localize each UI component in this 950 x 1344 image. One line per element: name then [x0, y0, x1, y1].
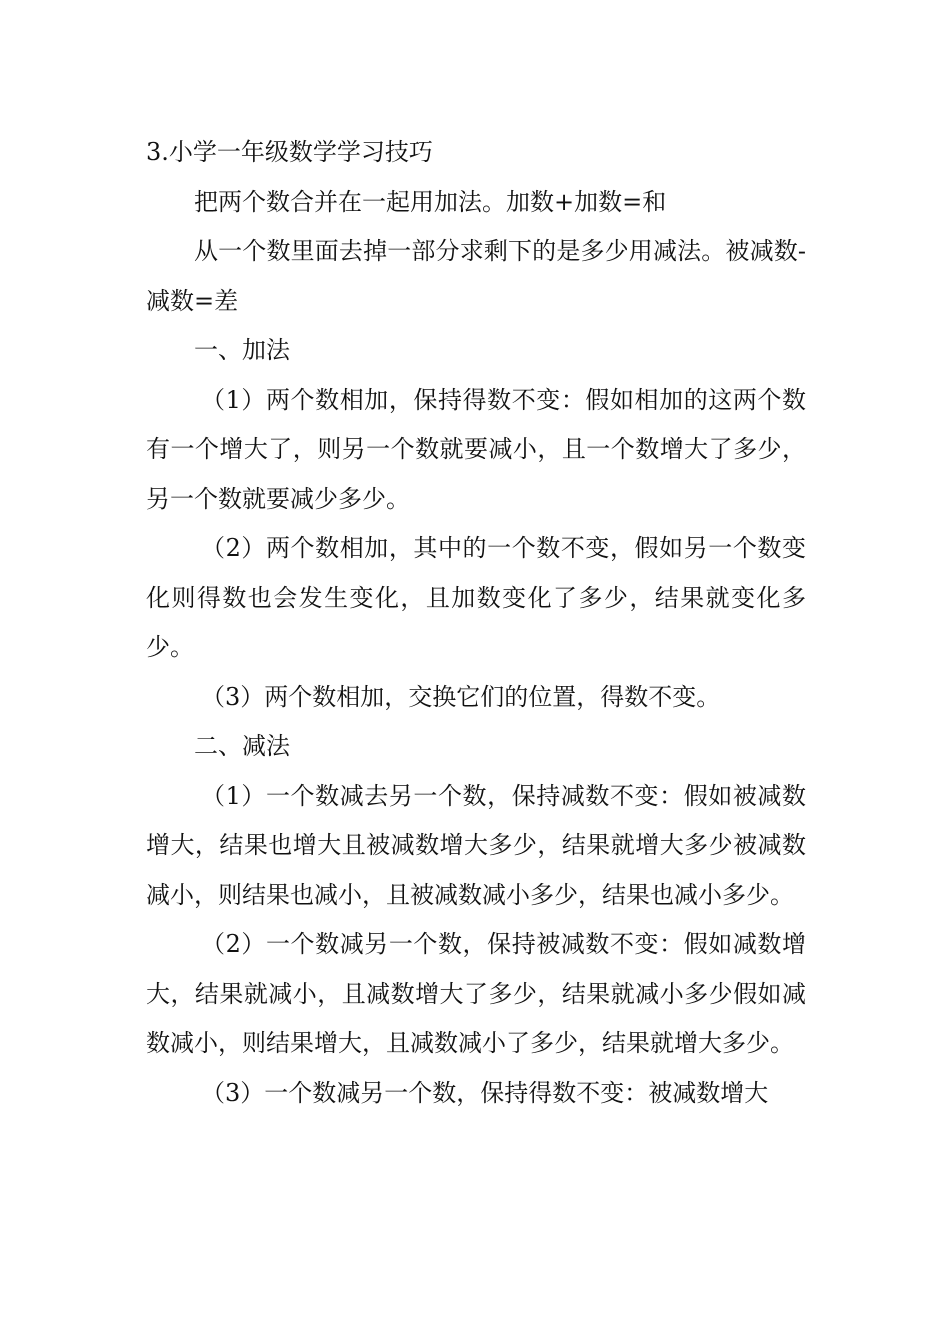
heading-subtraction: 二、减法 [194, 732, 290, 760]
subtraction-rule-3: （3）一个数减另一个数，保持得数不变：被减数增大 [201, 1078, 769, 1107]
addition-rule-2: （2）两个数相加，其中的一个数不变，假如另一个数变化则得数也会发生变化，且加数变化了多少，结果就变化多少。 [146, 534, 806, 661]
heading-addition: 一、加法 [194, 336, 290, 364]
subtraction-rule-1: （1）一个数减去另一个数，保持减数不变：假如被减数增大，结果也增大且被减数增大多少，结果就增大多少被减数减小，则结果也减小，且被减数减小多少，结果也减小多少。 [146, 781, 806, 909]
paragraph-addition-intro: 把两个数合并在一起用加法。加数+加数=和 [194, 187, 667, 216]
addition-rule-1: （1）两个数相加，保持得数不变：假如相加的这两个数有一个增大了，则另一个数就要减小，且一个数增大了多少，另一个数就要减少多少。 [146, 385, 806, 513]
section-title: 3.小学一年级数学学习技巧 [146, 138, 433, 166]
paragraph-subtraction-intro: 从一个数里面去掉一部分求剩下的是多少用减法。被减数-减数=差 [146, 237, 806, 315]
document-page [146, 128, 806, 1118]
subtraction-rule-2: （2）一个数减另一个数，保持被减数不变：假如减数增大，结果就减小，且减数增大了多少，结果就减小多少假如减数减小，则结果增大，且减数减小了多少，结果就增大多少。 [146, 930, 806, 1057]
addition-rule-3: （3）两个数相加，交换它们的位置，得数不变。 [201, 682, 721, 711]
